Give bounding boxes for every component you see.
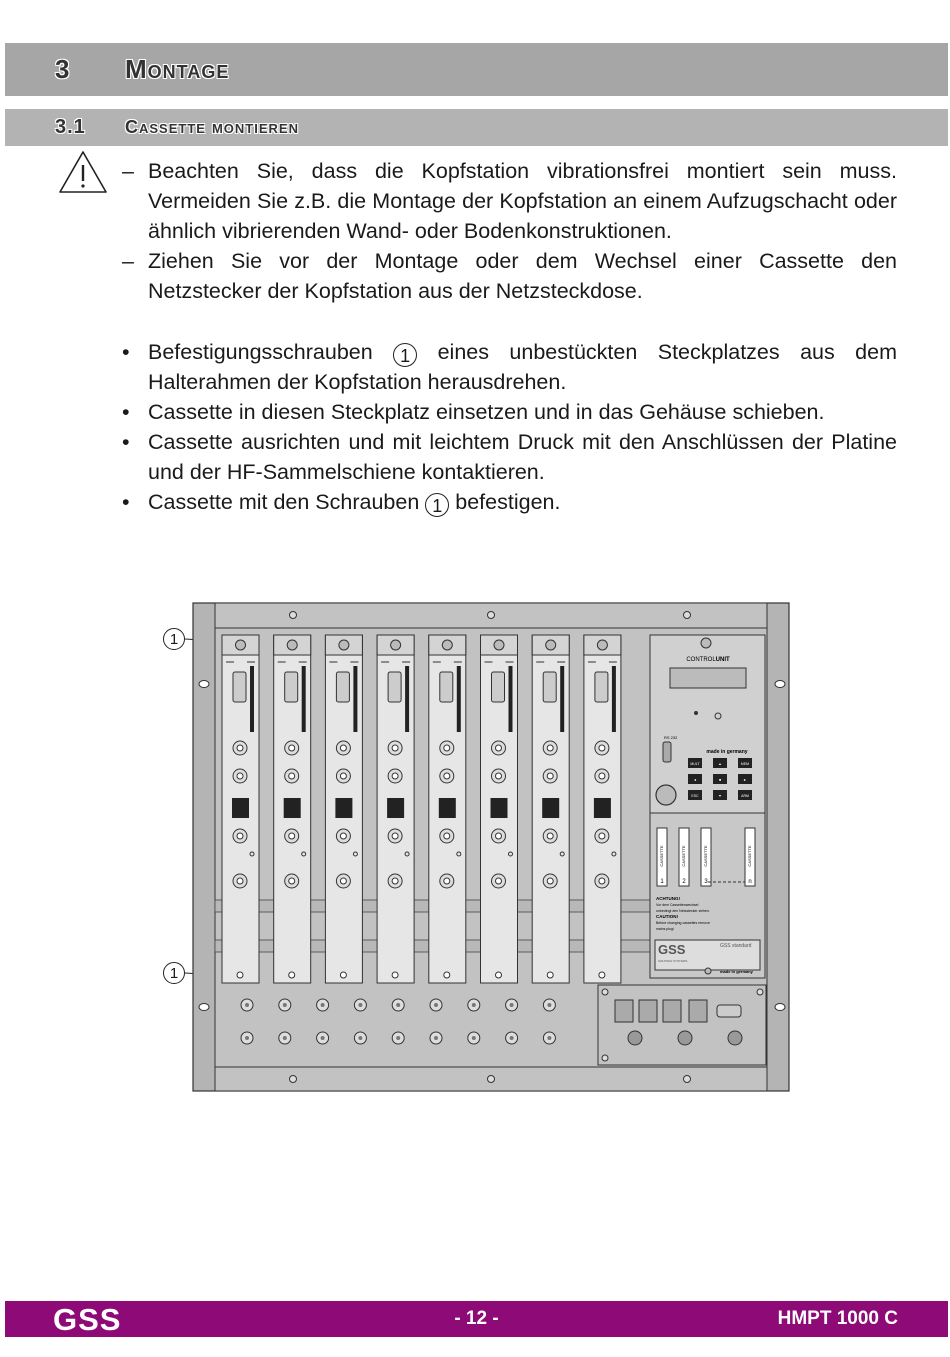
sub-d-connector bbox=[543, 672, 556, 702]
notice-line: mains plug! bbox=[656, 927, 674, 931]
rack-drawing bbox=[155, 600, 795, 1100]
section-number: 3.1 bbox=[55, 116, 86, 138]
rail-screw bbox=[488, 1076, 495, 1083]
cassette-module bbox=[274, 635, 311, 983]
step-list bbox=[122, 337, 897, 517]
panel-sub-d bbox=[717, 1005, 741, 1017]
cassette-screw bbox=[496, 972, 502, 978]
cassette-screw bbox=[287, 640, 297, 650]
cassette-module bbox=[222, 635, 259, 983]
notice-line: Before changing cassettes remove bbox=[656, 921, 710, 925]
step-item: • Cassette ausrichten und mit leichtem Druck mit den Anschlüssen der Platine und der HF-Sammelschiene kontaktieren. bbox=[122, 430, 897, 484]
keypad-key-label: ARM bbox=[741, 794, 749, 798]
panel-screw bbox=[602, 989, 608, 995]
panel-screw bbox=[757, 989, 763, 995]
brand-sub: GRUNDIG SYSTEMS bbox=[658, 959, 688, 963]
warning-list bbox=[122, 156, 897, 306]
sub-d-connector bbox=[595, 672, 608, 702]
rack-hole bbox=[199, 681, 209, 688]
panel-socket bbox=[615, 1000, 633, 1022]
rack-hole bbox=[199, 1004, 209, 1011]
rail-screw bbox=[488, 612, 495, 619]
section-header bbox=[5, 109, 948, 146]
notice-line: Vor dem Cassettenwechsel bbox=[656, 903, 699, 907]
slot-number: n bbox=[748, 879, 752, 885]
keypad-key-label: MEM bbox=[740, 762, 750, 766]
cassette-screw bbox=[289, 972, 295, 978]
cassette-screw bbox=[339, 640, 349, 650]
slot-number: 2 bbox=[682, 879, 686, 885]
cassette-slot-label: CASSETTE bbox=[659, 845, 664, 867]
callout-screw-bottom: 1 bbox=[163, 962, 185, 984]
cassette-screw bbox=[546, 640, 556, 650]
model-name: HMPT 1000 C bbox=[777, 1308, 898, 1329]
cassette-screw bbox=[494, 640, 504, 650]
chapter-title: Montage bbox=[125, 54, 230, 84]
cassette-screw bbox=[391, 640, 401, 650]
panel-knob bbox=[728, 1031, 742, 1045]
panel-socket bbox=[639, 1000, 657, 1022]
warning-item: – Beachten Sie, dass die Kopfstation vibrationsfrei montiert sein muss. Vermeiden Sie z.B. die Montage der Kopfstation an einem Aufzugschacht oder ähnlich vibrierenden Wand- oder Bodenkonstruktionen. bbox=[122, 159, 897, 243]
keypad-key-label: ▼ bbox=[718, 794, 722, 798]
control-label: CONTROL bbox=[686, 657, 716, 663]
rj45-port bbox=[232, 798, 249, 818]
panel-socket bbox=[689, 1000, 707, 1022]
rail-screw bbox=[290, 1076, 297, 1083]
cassette-module bbox=[429, 635, 466, 983]
chapter-number: 3 bbox=[55, 54, 71, 84]
cassette-module bbox=[377, 635, 414, 983]
rj45-port bbox=[594, 798, 611, 818]
cassette-screw bbox=[340, 972, 346, 978]
keypad-key-label: ► bbox=[743, 778, 747, 782]
notice-line: ACHTUNG! bbox=[656, 896, 680, 901]
cassette-slot-label: CASSETTE bbox=[747, 845, 752, 867]
cu-made-in: made in germany bbox=[706, 749, 748, 755]
step-item: • Cassette mit den Schrauben 1 befestigen. bbox=[122, 490, 561, 516]
callout-screw-top: 1 bbox=[163, 628, 185, 650]
keypad-key-label: ■ bbox=[718, 778, 722, 782]
rj45-port bbox=[387, 798, 404, 818]
page-footer bbox=[5, 1301, 948, 1337]
cassette-screw bbox=[236, 640, 246, 650]
headend-figure bbox=[155, 600, 795, 1100]
brand-line: GSS standard bbox=[720, 943, 752, 949]
rail-screw bbox=[290, 612, 297, 619]
unit-label: UNIT bbox=[715, 657, 730, 663]
keypad-key-label: ▲ bbox=[718, 762, 722, 766]
sub-d-connector bbox=[233, 672, 246, 702]
rack-hole bbox=[775, 681, 785, 688]
sub-d-connector bbox=[336, 672, 349, 702]
reference-marker: 1 bbox=[425, 493, 449, 517]
notice-line: unbedingt den Netzstecker ziehen. bbox=[656, 909, 710, 913]
rj45-port bbox=[439, 798, 456, 818]
cassette-screw bbox=[392, 972, 398, 978]
bottom-made-in: made in germany bbox=[720, 969, 753, 974]
slot-number: 1 bbox=[660, 879, 664, 885]
panel-screw bbox=[602, 1055, 608, 1061]
panel-knob bbox=[678, 1031, 692, 1045]
slot-number: 3 bbox=[704, 879, 708, 885]
cassette-screw bbox=[599, 972, 605, 978]
cassette-screw bbox=[547, 972, 553, 978]
step-item: • Cassette in diesen Steckplatz einsetzen und in das Gehäuse schieben. bbox=[122, 400, 825, 424]
cassette-slot-label: CASSETTE bbox=[703, 845, 708, 867]
sub-d-connector bbox=[492, 672, 505, 702]
rack-hole bbox=[775, 1004, 785, 1011]
rail-screw bbox=[684, 612, 691, 619]
cassette-slot-label: CASSETTE bbox=[681, 845, 686, 867]
sub-d-connector bbox=[440, 672, 453, 702]
svg-text:CONTROLUNIT bbox=[686, 657, 730, 663]
footer-logo: GSS bbox=[53, 1302, 122, 1337]
rj45-port bbox=[284, 798, 301, 818]
rj45-port bbox=[542, 798, 559, 818]
cassette-module bbox=[584, 635, 621, 983]
chapter-header bbox=[5, 43, 948, 96]
page-number: - 12 - bbox=[454, 1308, 499, 1329]
sub-d-connector bbox=[388, 672, 401, 702]
panel-socket bbox=[663, 1000, 681, 1022]
section-title: Cassette montieren bbox=[125, 117, 299, 137]
rj45-port bbox=[335, 798, 352, 818]
cassette-module bbox=[532, 635, 569, 983]
cassette-screw bbox=[237, 972, 243, 978]
cassette-screw bbox=[597, 640, 607, 650]
rj45-port bbox=[491, 798, 508, 818]
rail-screw bbox=[684, 1076, 691, 1083]
step-item: • Befestigungsschrauben 1 eines unbestückten Steckplatzes aus dem Halterahmen der Kopfstation herausdrehen. bbox=[122, 340, 897, 394]
keypad-key-label: MULT bbox=[690, 762, 700, 766]
cassette-screw bbox=[444, 972, 450, 978]
panel-knob bbox=[628, 1031, 642, 1045]
keypad-key-label: ESC bbox=[691, 794, 699, 798]
warning-item: – Ziehen Sie vor der Montage oder dem Wechsel einer Cassette den Netzstecker der Kopfstation aus der Netzsteckdose. bbox=[122, 249, 897, 303]
rs232-label: RS 232 bbox=[664, 735, 678, 740]
reference-marker: 1 bbox=[393, 343, 417, 367]
cassette-module bbox=[325, 635, 362, 983]
cassette-screw bbox=[442, 640, 452, 650]
cassette-module bbox=[481, 635, 518, 983]
keypad-key-label: ◄ bbox=[693, 778, 697, 782]
notice-line: CAUTION! bbox=[656, 914, 678, 919]
brand-logo: GSS bbox=[658, 942, 686, 957]
sub-d-connector bbox=[285, 672, 298, 702]
